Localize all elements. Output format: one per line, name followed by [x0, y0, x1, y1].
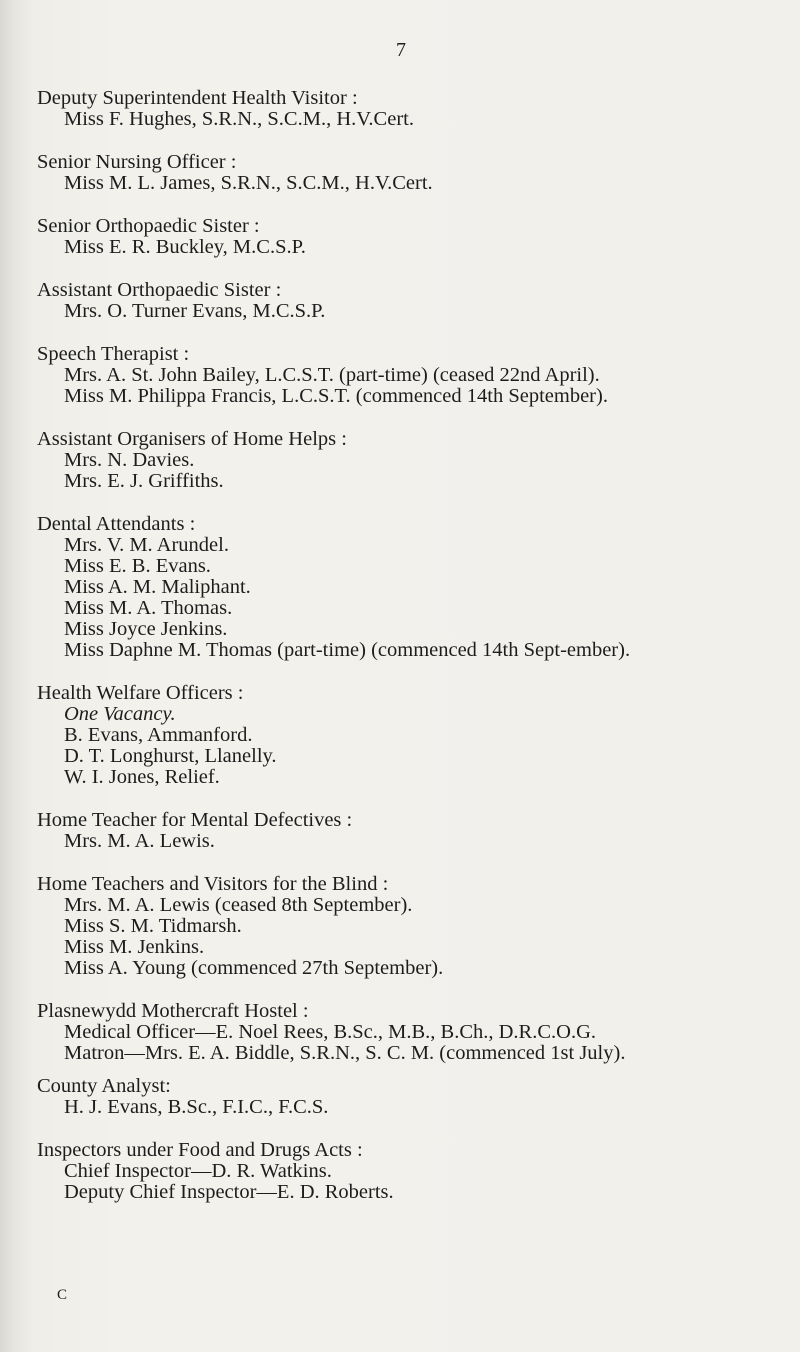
section-heading: Senior Orthopaedic Sister :: [37, 215, 260, 237]
staff-entry: Chief Inspector—D. R. Watkins.: [64, 1160, 332, 1182]
section-heading: Assistant Organisers of Home Helps :: [37, 428, 347, 450]
staff-entry: Miss Joyce Jenkins.: [64, 618, 228, 640]
staff-entry: W. I. Jones, Relief.: [64, 766, 220, 788]
staff-entry: Miss M. Jenkins.: [64, 936, 205, 958]
section-senior-nursing-officer: [37, 152, 787, 194]
staff-entry: Miss M. L. James, S.R.N., S.C.M., H.V.Cert.: [64, 172, 433, 194]
staff-entry: Mrs. V. M. Arundel.: [64, 534, 229, 556]
section-assistant-orthopaedic-sister: [37, 280, 787, 322]
staff-list: [37, 88, 787, 1225]
section-heading: Senior Nursing Officer :: [37, 151, 237, 173]
section-speech-therapist: [37, 344, 787, 407]
staff-entry: Miss S. M. Tidmarsh.: [64, 915, 242, 937]
section-dental-attendants: [37, 514, 787, 661]
section-heading: Inspectors under Food and Drugs Acts :: [37, 1139, 363, 1161]
staff-entry: Miss A. M. Maliphant.: [64, 576, 251, 598]
section-deputy-superintendent-health-visitor: [37, 88, 787, 130]
section-assistant-organisers-of-home-helps: [37, 429, 787, 492]
staff-entry: Deputy Chief Inspector—E. D. Roberts.: [64, 1181, 394, 1203]
section-inspectors-food-drugs-acts: [37, 1140, 787, 1203]
staff-entry: Miss M. A. Thomas.: [64, 597, 233, 619]
section-heading: Assistant Orthopaedic Sister :: [37, 279, 282, 301]
section-heading: Dental Attendants :: [37, 513, 196, 535]
section-heading: Home Teacher for Mental Defectives :: [37, 809, 353, 831]
section-heading: Health Welfare Officers :: [37, 682, 244, 704]
staff-entry: Miss E. R. Buckley, M.C.S.P.: [64, 236, 306, 258]
signature-mark: C: [57, 1287, 68, 1303]
staff-entry: Mrs. M. A. Lewis (ceased 8th September).: [64, 894, 413, 916]
staff-entry: Miss Daphne M. Thomas (part-time) (commenced 14th Sept-ember).: [64, 639, 631, 661]
staff-entry: Miss A. Young (commenced 27th September).: [64, 957, 444, 979]
section-heading: Plasnewydd Mothercraft Hostel :: [37, 1000, 309, 1022]
section-heading: Speech Therapist :: [37, 343, 190, 365]
staff-entry: Matron—Mrs. E. A. Biddle, S.R.N., S. C. M. (commenced 1st July).: [64, 1042, 626, 1064]
section-plasnewydd-mothercraft-hostel: [37, 1001, 787, 1064]
section-senior-orthopaedic-sister: [37, 216, 787, 258]
staff-entry: Miss E. B. Evans.: [64, 555, 211, 577]
vacancy-entry: One Vacancy.: [64, 703, 176, 725]
staff-entry: D. T. Longhurst, Llanelly.: [64, 745, 277, 767]
staff-entry: Miss F. Hughes, S.R.N., S.C.M., H.V.Cert.: [64, 108, 414, 130]
section-heading: County Analyst:: [37, 1075, 171, 1097]
staff-entry: Mrs. M. A. Lewis.: [64, 830, 215, 852]
section-home-teachers-visitors-blind: [37, 874, 787, 979]
page-number: 7: [396, 39, 406, 61]
staff-entry: Miss M. Philippa Francis, L.C.S.T. (commenced 14th September).: [64, 385, 608, 407]
section-heading: Home Teachers and Visitors for the Blind :: [37, 873, 389, 895]
section-health-welfare-officers: [37, 683, 787, 788]
staff-entry: Mrs. E. J. Griffiths.: [64, 470, 224, 492]
staff-entry: Medical Officer—E. Noel Rees, B.Sc., M.B., B.Ch., D.R.C.O.G.: [64, 1021, 596, 1043]
staff-entry: Mrs. A. St. John Bailey, L.C.S.T. (part-time) (ceased 22nd April).: [64, 364, 600, 386]
staff-entry: Mrs. N. Davies.: [64, 449, 195, 471]
section-home-teacher-mental-defectives: [37, 810, 787, 852]
staff-entry: H. J. Evans, B.Sc., F.I.C., F.C.S.: [64, 1096, 329, 1118]
section-county-analyst: [37, 1076, 787, 1118]
staff-entry: B. Evans, Ammanford.: [64, 724, 253, 746]
section-heading: Deputy Superintendent Health Visitor :: [37, 87, 358, 109]
staff-entry: Mrs. O. Turner Evans, M.C.S.P.: [64, 300, 326, 322]
